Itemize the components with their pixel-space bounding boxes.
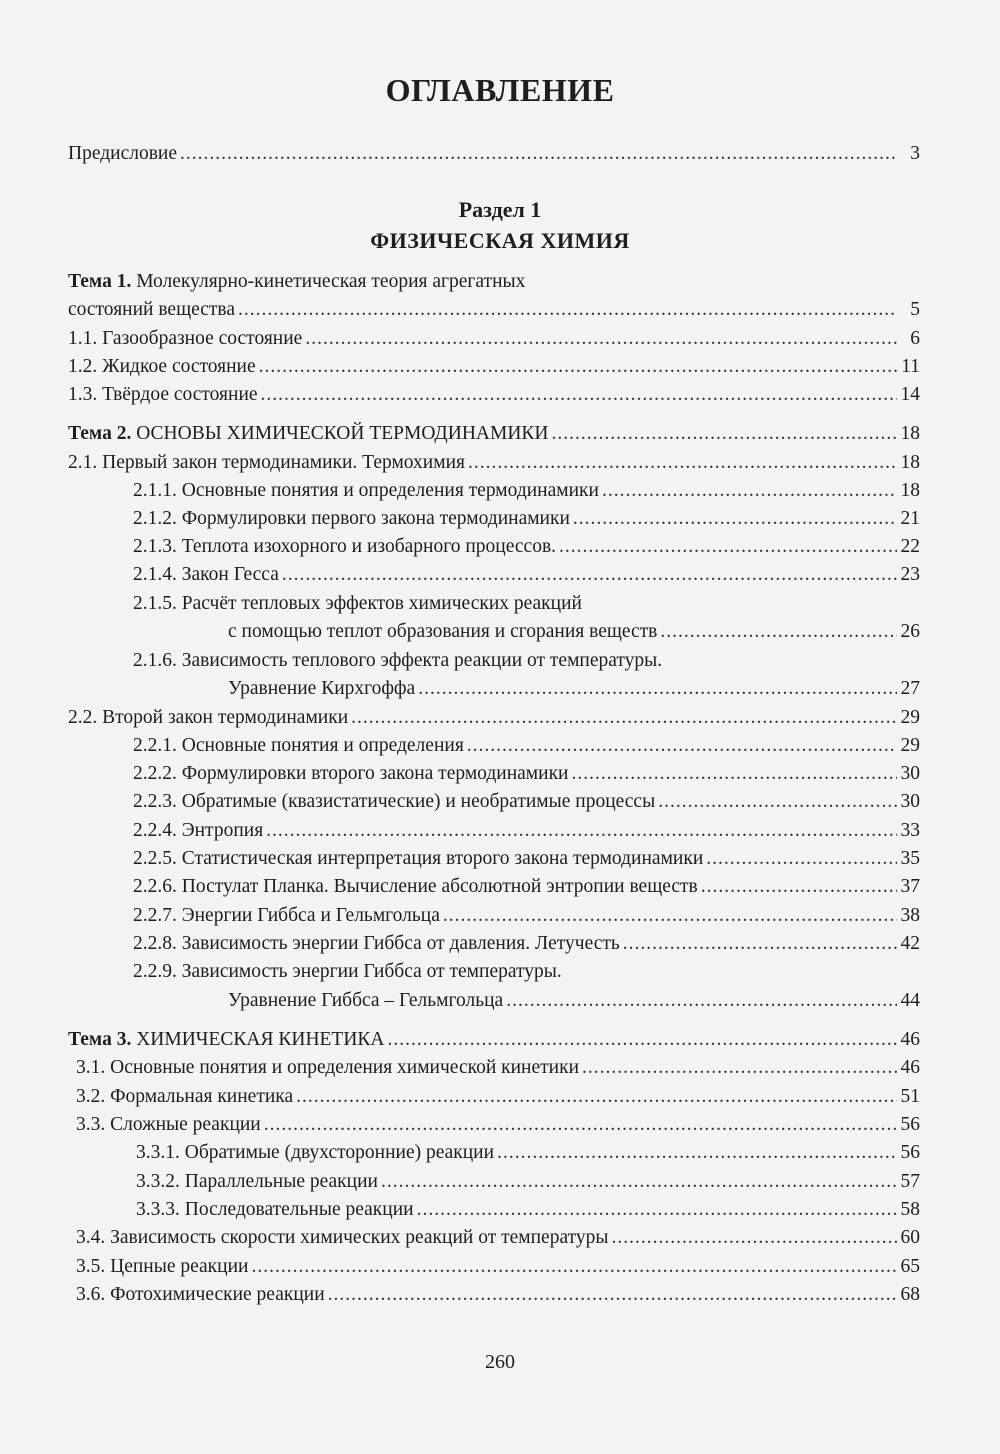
leader-dots: [467, 732, 897, 760]
leader-dots: [623, 930, 897, 958]
leader-dots: [701, 873, 897, 901]
toc-entry: 3.3.3. Последовательные реакции ..... 58: [136, 1196, 920, 1224]
page-number: 46: [900, 1057, 920, 1078]
toc-entry: 3.3. Сложные реакции ..... 56: [76, 1111, 920, 1139]
toc-entry: 2.1.3. Теплота изохорного и изобарного процессов. ..... 22: [133, 533, 920, 561]
page-number: 33: [900, 820, 920, 841]
toc-entry: 3.2. Формальная кинетика ..... 51: [76, 1083, 920, 1111]
page-number: 22: [900, 536, 920, 557]
leader-dots: [611, 1224, 897, 1252]
page-number: 14: [900, 384, 920, 405]
topic-3-prefix: Тема 3.: [68, 1029, 132, 1050]
page-number: 44: [900, 990, 920, 1011]
page-number: 42: [900, 933, 920, 954]
toc-entry-line1: 2.2.9. Зависимость энергии Гиббса от температуры.: [133, 961, 562, 982]
leader-dots: [559, 533, 897, 561]
page-number: 3: [910, 143, 920, 164]
leader-dots: [305, 325, 897, 353]
page-number: 6: [910, 328, 920, 349]
toc-entry: с помощью теплот образования и сгорания веществ ..... 26: [228, 618, 920, 646]
page-number: 18: [900, 480, 920, 501]
section-name: ФИЗИЧЕСКАЯ ХИМИЯ: [370, 228, 630, 253]
leader-dots: [468, 449, 897, 477]
page-number: 26: [900, 621, 920, 642]
page-number: 37: [900, 876, 920, 897]
toc-entry: 1.2. Жидкое состояние ..... 11: [68, 353, 920, 381]
toc-entry-topic-3: Тема 3. ХИМИЧЕСКАЯ КИНЕТИКА ..... 46: [68, 1026, 920, 1054]
page-number: 18: [900, 452, 920, 473]
page-number: 27: [900, 678, 920, 699]
page-folio: 260: [485, 1351, 515, 1373]
leader-dots: [180, 140, 897, 168]
toc-entry: 3.4. Зависимость скорости химических реакций от температуры ..... 60: [76, 1224, 920, 1252]
leader-dots: [660, 618, 897, 646]
toc-entry: 2.1. Первый закон термодинамики. Термохимия ..... 18: [68, 449, 920, 477]
page-number: 29: [900, 735, 920, 756]
page-number: 11: [901, 356, 920, 377]
toc-entry: Уравнение Гиббса – Гельмгольца ..... 44: [228, 987, 920, 1015]
page-number: 65: [900, 1256, 920, 1277]
toc-entry: 2.2.4. Энтропия ..... 33: [133, 817, 920, 845]
toc-entry: 2.2.5. Статистическая интерпретация второго закона термодинамики ..... 35: [133, 845, 920, 873]
toc-entry-line1: 2.1.5. Расчёт тепловых эффектов химических реакций: [133, 593, 582, 614]
leader-dots: [497, 1139, 897, 1167]
leader-dots: [443, 902, 897, 930]
toc-entry: 2.1.4. Закон Гесса ..... 23: [133, 561, 920, 589]
toc-entry: 3.3.2. Параллельные реакции ..... 57: [136, 1168, 920, 1196]
toc-entry: 2.2.7. Энергии Гиббса и Гельмгольца ..... 38: [133, 902, 920, 930]
leader-dots: [582, 1054, 897, 1082]
toc-entry: 1.1. Газообразное состояние ..... 6: [68, 325, 920, 353]
toc-entry: 3.5. Цепные реакции ..... 65: [76, 1253, 920, 1281]
page-number: 21: [900, 508, 920, 529]
toc-entry: 2.2. Второй закон термодинамики ..... 29: [68, 704, 920, 732]
leader-dots: [381, 1168, 897, 1196]
section-label: Раздел 1: [458, 197, 542, 222]
toc-entry: 2.2.3. Обратимые (квазистатические) и необратимые процессы ..... 30: [133, 788, 920, 816]
toc-entry-topic-2: Тема 2. ОСНОВЫ ХИМИЧЕСКОЙ ТЕРМОДИНАМИКИ ..... 18: [68, 420, 920, 448]
page-number: 58: [900, 1199, 920, 1220]
leader-dots: [259, 353, 897, 381]
leader-dots: [251, 1253, 897, 1281]
page-number: 30: [900, 763, 920, 784]
leader-dots: [573, 505, 897, 533]
topic-1-prefix: Тема 1.: [68, 271, 132, 292]
leader-dots: [328, 1281, 897, 1309]
page-number: 38: [900, 905, 920, 926]
topic-2-prefix: Тема 2.: [68, 423, 132, 444]
page-number: 18: [900, 423, 920, 444]
page-number: 35: [900, 848, 920, 869]
toc-entry-topic-1: состояний вещества ..... 5: [68, 296, 920, 324]
leader-dots: [658, 788, 897, 816]
toc-entry-preface: Предисловие ..... 3: [68, 140, 920, 168]
toc-entry: 2.2.1. Основные понятия и определения ..... 29: [133, 732, 920, 760]
leader-dots: [261, 381, 897, 409]
toc-entry: Уравнение Кирхгоффа ..... 27: [228, 675, 920, 703]
toc-entry: 2.2.6. Постулат Планка. Вычисление абсолютной энтропии веществ ..... 37: [133, 873, 920, 901]
toc-entry-line1: 2.1.6. Зависимость теплового эффекта реакции от температуры.: [133, 650, 663, 671]
toc-entry: 3.1. Основные понятия и определения химической кинетики ..... 46: [76, 1054, 920, 1082]
toc-entry: 3.3.1. Обратимые (двухсторонние) реакции ..... 56: [136, 1139, 920, 1167]
page-number: 46: [900, 1029, 920, 1050]
leader-dots: [351, 704, 897, 732]
toc-entry: 3.6. Фотохимические реакции ..... 68: [76, 1281, 920, 1309]
toc-entry: 2.2.8. Зависимость энергии Гиббса от давления. Летучесть ..... 42: [133, 930, 920, 958]
page-number: 56: [900, 1142, 920, 1163]
leader-dots: [418, 675, 897, 703]
leader-dots: [417, 1196, 897, 1224]
leader-dots: [266, 817, 897, 845]
page-number: 60: [900, 1227, 920, 1248]
leader-dots: [506, 987, 897, 1015]
page-number: 51: [900, 1086, 920, 1107]
toc-entry: 2.1.2. Формулировки первого закона термодинамики ..... 21: [133, 505, 920, 533]
toc-entry: 2.1.1. Основные понятия и определения термодинамики ..... 18: [133, 477, 920, 505]
leader-dots: [388, 1026, 897, 1054]
toc-entry: 1.3. Твёрдое состояние ..... 14: [68, 381, 920, 409]
page-number: 5: [910, 299, 920, 320]
leader-dots: [282, 561, 897, 589]
page-number: 68: [900, 1284, 920, 1305]
leader-dots: [238, 296, 897, 324]
leader-dots: [552, 420, 898, 448]
page-title: ОГЛАВЛЕНИЕ: [385, 72, 615, 108]
page-number: 30: [900, 791, 920, 812]
leader-dots: [264, 1111, 897, 1139]
leader-dots: [571, 760, 897, 788]
leader-dots: [706, 845, 897, 873]
page-number: 29: [900, 707, 920, 728]
leader-dots: [602, 477, 897, 505]
page-number: 23: [900, 564, 920, 585]
topic-1-heading: Тема 1. Молекулярно-кинетическая теория агрегатных: [68, 271, 526, 292]
toc-entry: 2.2.2. Формулировки второго закона термодинамики ..... 30: [133, 760, 920, 788]
page-number: 57: [900, 1171, 920, 1192]
leader-dots: [296, 1083, 897, 1111]
page-number: 56: [900, 1114, 920, 1135]
